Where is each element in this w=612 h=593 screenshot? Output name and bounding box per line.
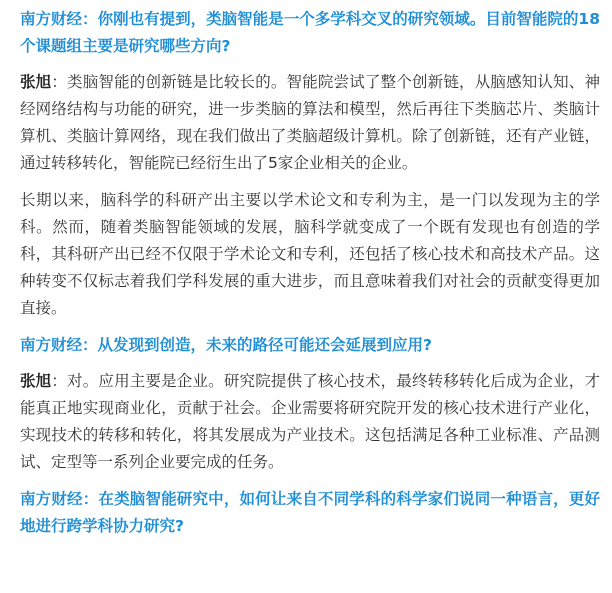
answer-2-text: 对。应用主要是企业。研究院提供了核心技术，最终转移转化后成为企业，才能真正地实现商业化，贡献于社会。企业需要将研究院开发的核心技术进行产业化，实现技术的转移和转化，将其发展成为产业技术。这包括满足各种工业标准、产品测试、定型等一系列企业要完成的任务。 [20, 372, 600, 471]
question-1-text: 你刚也有提到，类脑智能是一个多学科交叉的研究领域。目前智能院的18个课题组主要是研究哪些方向? [20, 10, 600, 55]
question-1 [20, 6, 600, 60]
question-3-text: 在类脑智能研究中，如何让来自不同学科的科学家们说同一种语言，更好地进行跨学科协力研究? [20, 490, 600, 535]
article-body [20, 6, 600, 540]
question-2-label: 南方财经： [20, 336, 98, 354]
question-3 [20, 486, 600, 540]
question-3-label: 南方财经： [20, 490, 99, 508]
paragraph-2 [20, 187, 600, 322]
answer-1 [20, 69, 600, 177]
paragraph-2-text: 长期以来，脑科学的科研产出主要以学术论文和专利为主，是一门以发现为主的学科。然而，随着类脑智能领域的发展，脑科学就变成了一个既有发现也有创造的学科，其科研产出已经不仅限于学术论文和专利，还包括了核心技术和高技术产品。这种转变不仅标志着我们学科发展的重大进步，而且意味着我们对社会的贡献变得更加直接。 [20, 191, 600, 317]
answer-1-text: 类脑智能的创新链是比较长的。智能院尝试了整个创新链，从脑感知认知、神经网络结构与功能的研究，进一步类脑的算法和模型，然后再往下类脑芯片、类脑计算机、类脑计算网络，现在我们做出了类脑超级计算机。除了创新链，还有产业链，通过转移转化，智能院已经衍生出了5家企业相关的企业。 [20, 73, 600, 172]
question-2-text: 从发现到创造，未来的路径可能还会延展到应用? [97, 336, 433, 354]
answer-2 [20, 368, 600, 476]
answer-1-speaker: 张旭 [20, 73, 52, 91]
question-1-label: 南方财经： [20, 10, 98, 28]
answer-1-colon: ： [51, 73, 68, 91]
answer-2-colon: ： [51, 372, 68, 390]
question-2 [20, 332, 600, 359]
answer-2-speaker: 张旭 [20, 372, 52, 390]
